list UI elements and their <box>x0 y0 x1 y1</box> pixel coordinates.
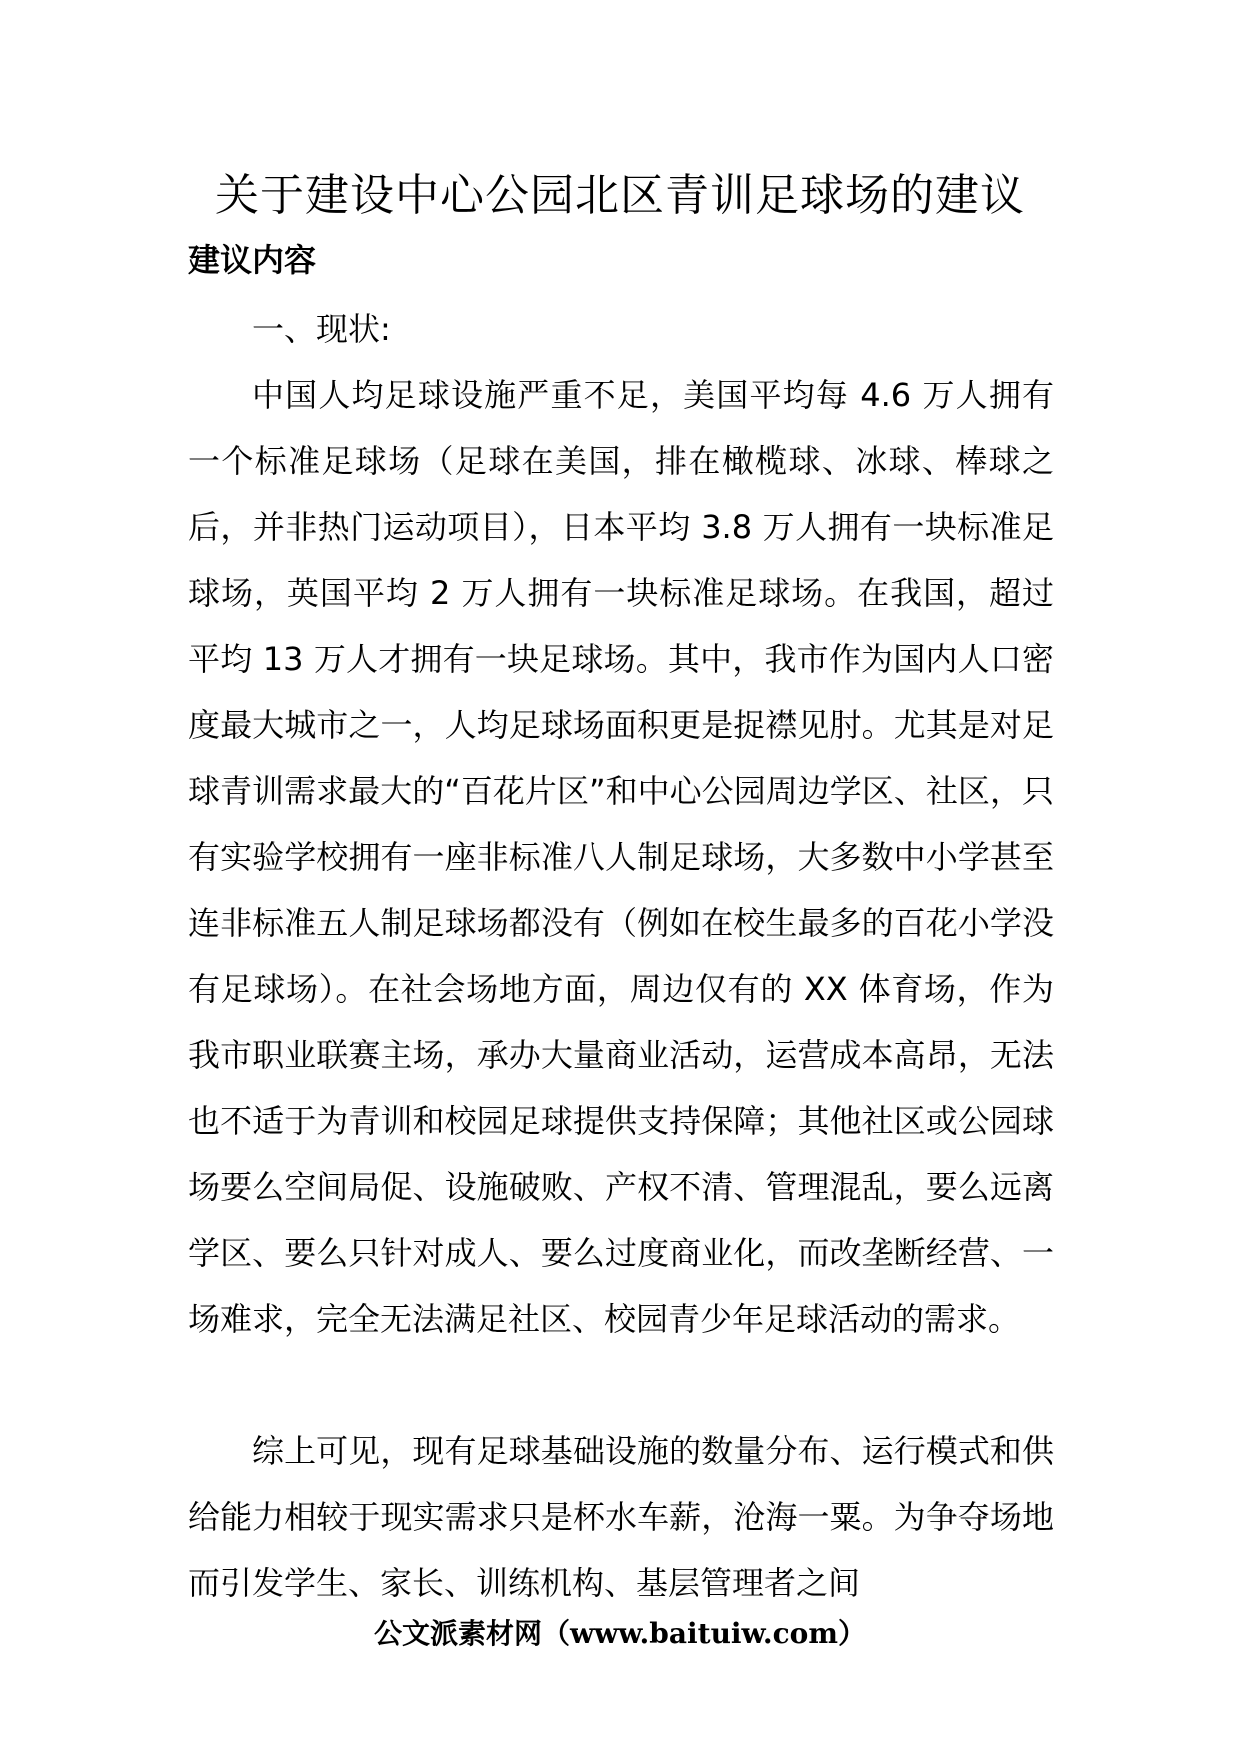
section-heading: 一、现状: <box>252 310 391 348</box>
subheading: 建议内容 <box>188 241 317 279</box>
footer-watermark: 公文派素材网（www.baituiw.com） <box>374 1617 866 1650</box>
document-title: 关于建设中心公园北区青训足球场的建议 <box>215 170 1025 221</box>
paragraph-summary: 综上可见，现有足球基础设施的数量分布、运行模式和供给能力相较于现实需求只是杯水车薪，沧海一粟。为争夺场地而引发学生、家长、训练机构、基层管理者之间 <box>188 1432 1054 1602</box>
paragraph-status: 中国人均足球设施严重不足，美国平均每 4.6 万人拥有一个标准足球场（足球在美国，排在橄榄球、冰球、棒球之后，并非热门运动项目），日本平均 3.8 万人拥有一块标准足球场，英国平均 2 万人拥有一块标准足球场。在我国，超过平均 13 万人才拥有一块足球场。其中，我市作为国内人口密度最大城市之一，人均足球场面积更是捉襟见肘。尤其是对足球青训需求最大的“百花片区”和中心公园周边学区、社区，只有实验学校拥有一座非标准八人制足球场，大多数中小学甚至连非标准五人制足球场都没有（例如在校生最多的百花小学没有足球场）。在社会场地方面，周边仅有的 XX 体育场，作为我市职业联赛主场，承办大量商业活动，运营成本高昂，无法也不适于为青训和校园足球提供支持保障；其他社区或公园球场要么空间局促、设施破败、产权不清、管理混乱，要么远离学区、要么只针对成人、要么过度商业化，而改垄断经营、一场难求，完全无法满足社区、校园青少年足球活动的需求。 <box>188 376 1054 1338</box>
